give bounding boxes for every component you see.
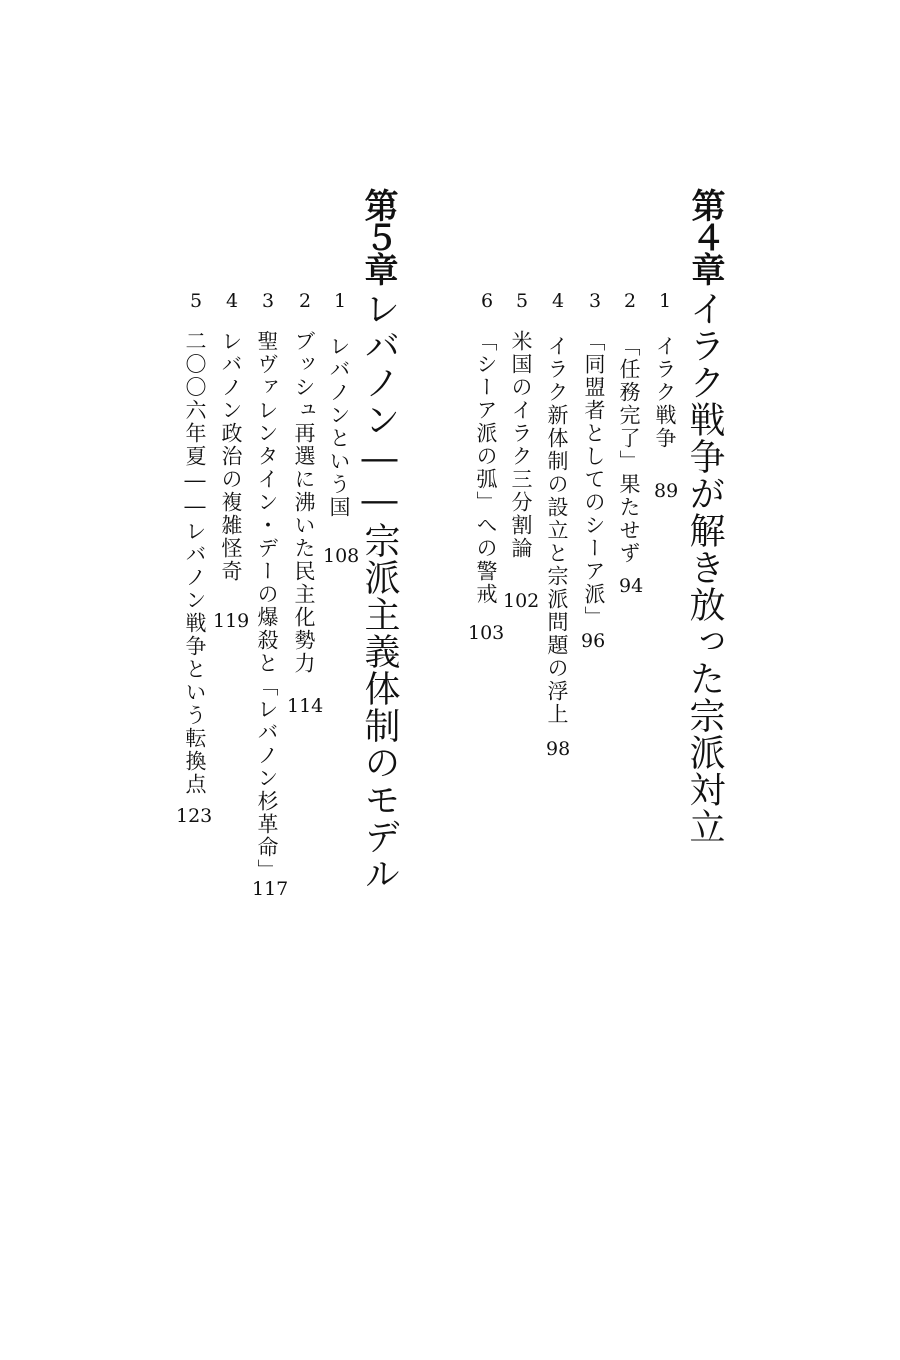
ch4-section-6-title: 「シーア派の弧」への警戒 — [474, 330, 498, 606]
ch4-section-1-page: 89 — [654, 480, 679, 502]
ch5-section-2-page: 114 — [287, 695, 324, 717]
ch5-section-4-title: レバノン政治の複雑怪奇 — [219, 330, 243, 583]
ch4-section-1-title: イラク戦争 — [653, 335, 677, 450]
chapter-4-title: イラク戦争が解き放った宗派対立 — [684, 290, 725, 845]
ch5-section-3-page: 117 — [252, 878, 289, 900]
ch4-section-5-number: 5 — [511, 290, 533, 312]
ch5-section-5-page: 123 — [176, 805, 213, 827]
ch5-section-1-title: レバノンという国 — [327, 335, 351, 519]
ch5-section-2-title: ブッシュ再選に沸いた民主化勢力 — [292, 330, 316, 675]
ch4-section-4-title: イラク新体制の設立と宗派問題の浮上 — [545, 335, 569, 726]
chapter-5-title: レバノン――宗派主義体制のモデル — [359, 290, 400, 892]
ch5-section-2-number: 2 — [294, 290, 316, 312]
ch4-section-3-title: 「同盟者としてのシーア派」 — [582, 330, 606, 629]
ch4-section-3-page: 96 — [581, 630, 606, 652]
ch5-section-5-title: 二〇〇六年夏――レバノン戦争という転換点 — [183, 330, 207, 796]
ch4-section-2-page: 94 — [619, 575, 644, 597]
ch5-section-4-number: 4 — [221, 290, 243, 312]
ch5-section-3-title: 聖ヴァレンタイン・デーの爆殺と「レバノン杉革命」 — [255, 330, 279, 882]
ch4-section-2-title: 「任務完了」果たせず — [617, 335, 641, 565]
ch5-section-4-page: 119 — [213, 610, 250, 632]
ch4-section-6-number: 6 — [476, 290, 498, 312]
ch4-section-1-number: 1 — [654, 290, 676, 312]
ch5-section-1-number: 1 — [329, 290, 351, 312]
ch5-section-5-number: 5 — [185, 290, 207, 312]
chapter-4-label: 第４章 — [685, 188, 725, 284]
ch4-section-4-page: 98 — [546, 738, 571, 760]
ch5-section-1-page: 108 — [323, 545, 360, 567]
ch4-section-2-number: 2 — [619, 290, 641, 312]
ch4-section-4-number: 4 — [547, 290, 569, 312]
ch4-section-3-number: 3 — [584, 290, 606, 312]
ch4-section-5-page: 102 — [503, 590, 540, 612]
chapter-5-label: 第５章 — [358, 188, 398, 284]
ch4-section-6-page: 103 — [468, 622, 505, 644]
ch5-section-3-number: 3 — [257, 290, 279, 312]
ch4-section-5-title: 米国のイラク三分割論 — [509, 330, 533, 560]
